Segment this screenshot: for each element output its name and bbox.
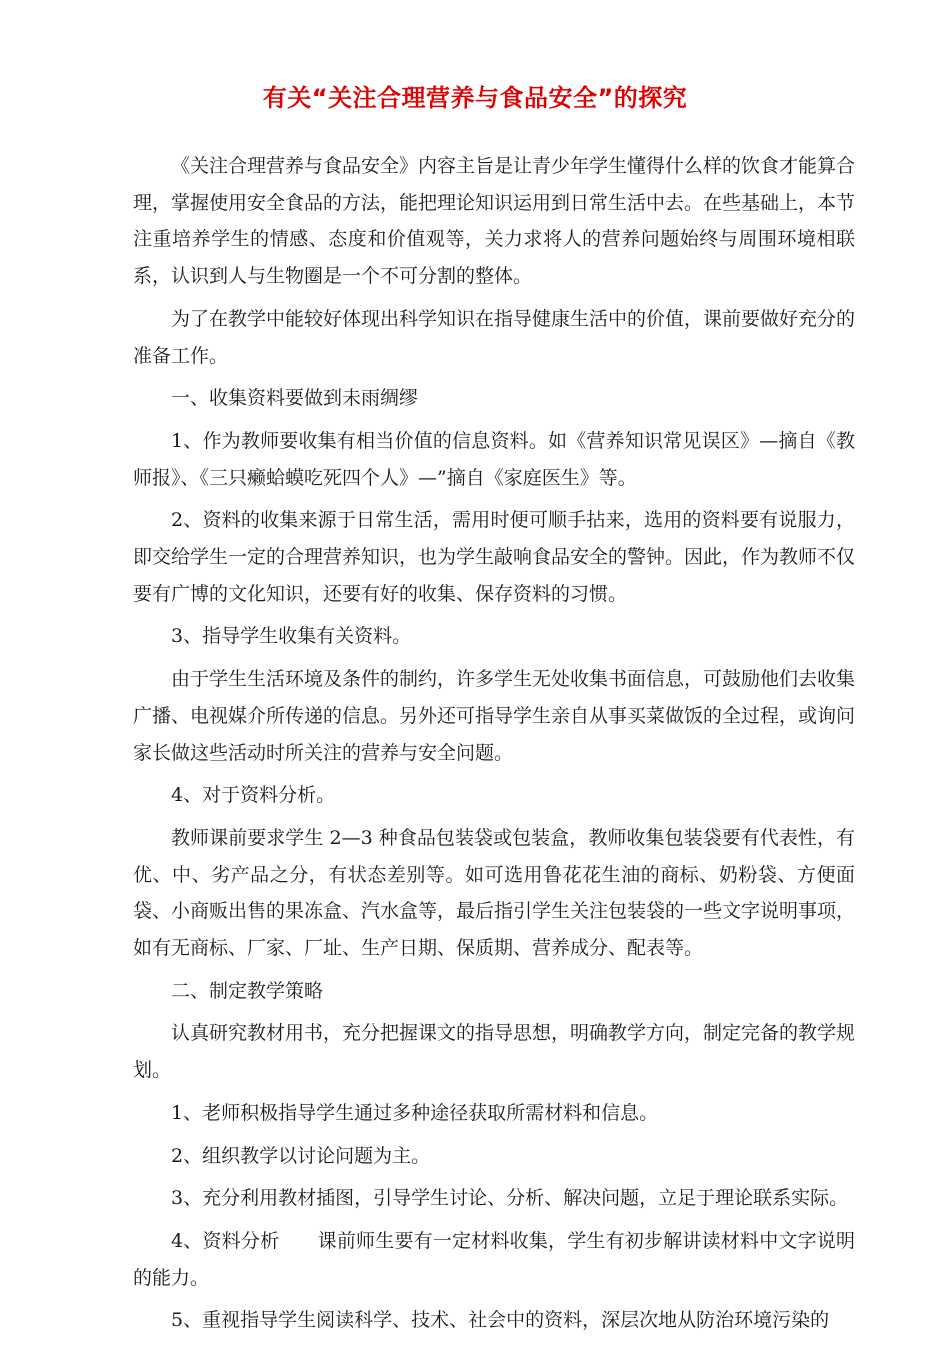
document-title: 有关“关注合理营养与食品安全”的探究 <box>262 84 688 112</box>
list-item-4: 4、对于资料分析。 <box>171 784 336 807</box>
list-item-2: 2、资料的收集来源于日常生活，需用时便可顺手拈来，选用的资料要有说服力，即交给学生一定的合理营养知识，也为学生敲响食品安全的警钟。因此，作为教师不仅要有广博的文化知识，还要有好的收集、保存资料的习惯。 <box>133 509 856 605</box>
paragraph-preparation: 为了在教学中能较好体现出科学知识在指导健康生活中的价值，课前要做好充分的准备工作。 <box>133 307 856 367</box>
paragraph-intro: 《关注合理营养与食品安全》内容主旨是让青少年学生懂得什么样的饮食才能算合理，掌握使用安全食品的方法，能把理论知识运用到日常生活中去。在些基础上，本节注重培养学生的情感、态度和价值观等，关力求将人的营养问题始终与周围环境相联系，认识到人与生物圈是一个不可分割的整体。 <box>133 155 856 288</box>
paragraph-strategy: 认真研究教材用书，充分把握课文的指导思想，明确教学方向，制定完备的教学规划。 <box>133 1022 856 1082</box>
paragraph-student-collect: 由于学生生活环境及条件的制约，许多学生无处收集书面信息，可鼓励他们去收集广播、电视媒介所传递的信息。另外还可指导学生亲自从事买菜做饭的全过程，或询问家长做这些活动时所关注的营养与安全问题。 <box>133 668 856 764</box>
section-heading-strategy: 二、制定教学策略 <box>171 979 324 1002</box>
paragraph-analysis: 教师课前要求学生 2—3 种食品包装袋或包装盒，教师收集包装袋要有代表性，有优、中、劣产品之分，有状态差别等。如可选用鲁花花生油的商标、奶粉袋、方便面袋、小商贩出售的果冻盒、汽水盒等，最后指引学生关注包装袋的一些文字说明事项，如有无商标、厂家、厂址、生产日期、保质期、营养成分、配表等。 <box>133 826 856 960</box>
list-item-1: 1、作为教师要收集有相当价值的信息资料。如《营养知识常见误区》—摘自《教师报》、《三只癞蛤蟆吃死四个人》—”摘自《家庭医生》等。 <box>133 429 855 489</box>
strategy-item-4: 4、资料分析 课前师生要有一定材料收集，学生有初步解讲读材料中文字说明的能力。 <box>133 1229 855 1289</box>
list-item-3: 3、指导学生收集有关资料。 <box>171 625 412 648</box>
strategy-item-1: 1、老师积极指导学生通过多种途径获取所需材料和信息。 <box>171 1101 659 1124</box>
document-body <box>133 148 855 1345</box>
strategy-item-2: 2、组织教学以讨论问题为主。 <box>171 1144 431 1167</box>
section-heading-collect: 一、收集资料要做到未雨绸缪 <box>171 387 419 410</box>
strategy-item-3: 3、充分利用教材插图，引导学生讨论、分析、解决问题，立足于理论联系实际。 <box>171 1187 849 1210</box>
strategy-item-5: 5、重视指导学生阅读科学、技术、社会中的资料，深层次地从防治环境污染的 <box>171 1309 830 1332</box>
